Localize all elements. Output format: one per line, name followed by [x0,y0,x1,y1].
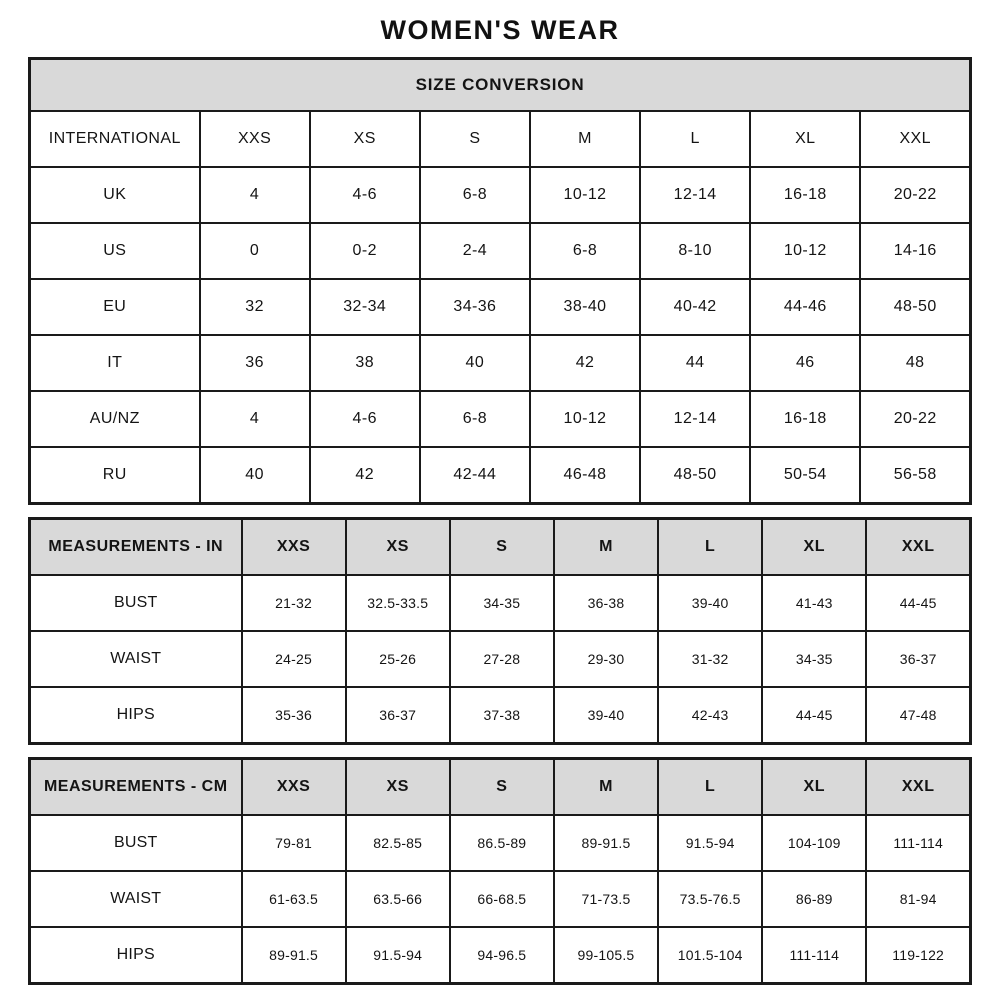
value-cell: 0 [200,223,310,279]
value-cell: 48-50 [640,447,750,504]
value-cell: 10-12 [530,167,640,223]
value-cell: 46 [750,335,860,391]
table-row [30,391,971,447]
value-cell: 31-32 [658,631,762,687]
size-conversion-title: SIZE CONVERSION [30,59,971,112]
value-cell: 48-50 [860,279,970,335]
column-header-cell: XXL [860,111,970,167]
column-header-cell: L [658,519,762,576]
row-label-cell: AU/NZ [30,391,200,447]
column-header-cell: L [640,111,750,167]
table-row [30,279,971,335]
value-cell: 32.5-33.5 [346,575,450,631]
value-cell: 12-14 [640,167,750,223]
value-cell: 111-114 [866,815,970,871]
value-cell: 34-36 [420,279,530,335]
value-cell: 12-14 [640,391,750,447]
value-cell: 40-42 [640,279,750,335]
table-row [30,815,971,871]
row-label-cell: BUST [30,815,242,871]
measurements-in-body [30,519,971,744]
column-header-row [30,519,971,576]
column-header-cell: XL [762,519,866,576]
value-cell: 20-22 [860,391,970,447]
column-header-cell: XL [762,759,866,816]
value-cell: 56-58 [860,447,970,504]
value-cell: 32-34 [310,279,420,335]
value-cell: 44-46 [750,279,860,335]
row-label-cell: MEASUREMENTS - IN [30,519,242,576]
table-row [30,447,971,504]
value-cell: 4-6 [310,167,420,223]
value-cell: 66-68.5 [450,871,554,927]
value-cell: 20-22 [860,167,970,223]
column-header-cell: M [554,759,658,816]
column-header-cell: XS [310,111,420,167]
value-cell: 16-18 [750,167,860,223]
column-header-cell: M [530,111,640,167]
table-row [30,687,971,744]
row-label-cell: UK [30,167,200,223]
measurements-cm-body [30,759,971,984]
value-cell: 10-12 [530,391,640,447]
value-cell: 4 [200,167,310,223]
value-cell: 2-4 [420,223,530,279]
row-label-cell: US [30,223,200,279]
value-cell: 101.5-104 [658,927,762,984]
value-cell: 42-44 [420,447,530,504]
size-conversion-body [30,111,971,504]
value-cell: 104-109 [762,815,866,871]
column-header-cell: XXL [866,759,970,816]
measurements-in-table [28,517,972,745]
row-label-cell: RU [30,447,200,504]
value-cell: 73.5-76.5 [658,871,762,927]
value-cell: 25-26 [346,631,450,687]
value-cell: 47-48 [866,687,970,744]
value-cell: 4-6 [310,391,420,447]
row-label-cell: INTERNATIONAL [30,111,200,167]
value-cell: 86-89 [762,871,866,927]
row-label-cell: IT [30,335,200,391]
column-header-cell: XS [346,519,450,576]
table-row [30,223,971,279]
value-cell: 36-37 [346,687,450,744]
value-cell: 36-38 [554,575,658,631]
value-cell: 29-30 [554,631,658,687]
value-cell: 42 [310,447,420,504]
value-cell: 94-96.5 [450,927,554,984]
value-cell: 16-18 [750,391,860,447]
value-cell: 36-37 [866,631,970,687]
value-cell: 86.5-89 [450,815,554,871]
value-cell: 14-16 [860,223,970,279]
value-cell: 61-63.5 [242,871,346,927]
value-cell: 111-114 [762,927,866,984]
column-header-cell: XL [750,111,860,167]
measurements-cm-table [28,757,972,985]
row-label-cell: BUST [30,575,242,631]
value-cell: 4 [200,391,310,447]
value-cell: 40 [420,335,530,391]
column-header-cell: XS [346,759,450,816]
value-cell: 42 [530,335,640,391]
size-conversion-table [28,57,972,505]
value-cell: 50-54 [750,447,860,504]
value-cell: 24-25 [242,631,346,687]
value-cell: 89-91.5 [554,815,658,871]
value-cell: 27-28 [450,631,554,687]
banner-row [30,59,971,112]
value-cell: 40 [200,447,310,504]
value-cell: 6-8 [420,391,530,447]
value-cell: 39-40 [658,575,762,631]
table-row [30,167,971,223]
column-header-cell: XXL [866,519,970,576]
row-label-cell: EU [30,279,200,335]
column-header-cell: S [450,519,554,576]
value-cell: 91.5-94 [658,815,762,871]
value-cell: 79-81 [242,815,346,871]
table-row [30,575,971,631]
column-header-cell: S [450,759,554,816]
value-cell: 0-2 [310,223,420,279]
table-row [30,927,971,984]
value-cell: 10-12 [750,223,860,279]
value-cell: 44-45 [762,687,866,744]
table-row [30,335,971,391]
value-cell: 82.5-85 [346,815,450,871]
row-label-cell: HIPS [30,687,242,744]
value-cell: 41-43 [762,575,866,631]
page-title: WOMEN'S WEAR [380,15,620,45]
value-cell: 71-73.5 [554,871,658,927]
value-cell: 39-40 [554,687,658,744]
value-cell: 81-94 [866,871,970,927]
column-header-row [30,759,971,816]
value-cell: 44 [640,335,750,391]
value-cell: 34-35 [762,631,866,687]
value-cell: 63.5-66 [346,871,450,927]
value-cell: 37-38 [450,687,554,744]
value-cell: 21-32 [242,575,346,631]
size-guide-sheet [28,57,972,985]
value-cell: 91.5-94 [346,927,450,984]
column-header-cell: L [658,759,762,816]
column-header-cell: XXS [242,519,346,576]
value-cell: 8-10 [640,223,750,279]
value-cell: 99-105.5 [554,927,658,984]
value-cell: 89-91.5 [242,927,346,984]
column-header-cell: XXS [242,759,346,816]
value-cell: 32 [200,279,310,335]
value-cell: 36 [200,335,310,391]
value-cell: 44-45 [866,575,970,631]
column-header-row [30,111,971,167]
value-cell: 42-43 [658,687,762,744]
value-cell: 48 [860,335,970,391]
column-header-cell: XXS [200,111,310,167]
column-header-cell: M [554,519,658,576]
table-row [30,871,971,927]
value-cell: 38 [310,335,420,391]
table-row [30,631,971,687]
row-label-cell: WAIST [30,871,242,927]
row-label-cell: WAIST [30,631,242,687]
value-cell: 38-40 [530,279,640,335]
value-cell: 6-8 [530,223,640,279]
value-cell: 119-122 [866,927,970,984]
column-header-cell: S [420,111,530,167]
value-cell: 34-35 [450,575,554,631]
value-cell: 35-36 [242,687,346,744]
value-cell: 6-8 [420,167,530,223]
value-cell: 46-48 [530,447,640,504]
row-label-cell: MEASUREMENTS - CM [30,759,242,816]
row-label-cell: HIPS [30,927,242,984]
